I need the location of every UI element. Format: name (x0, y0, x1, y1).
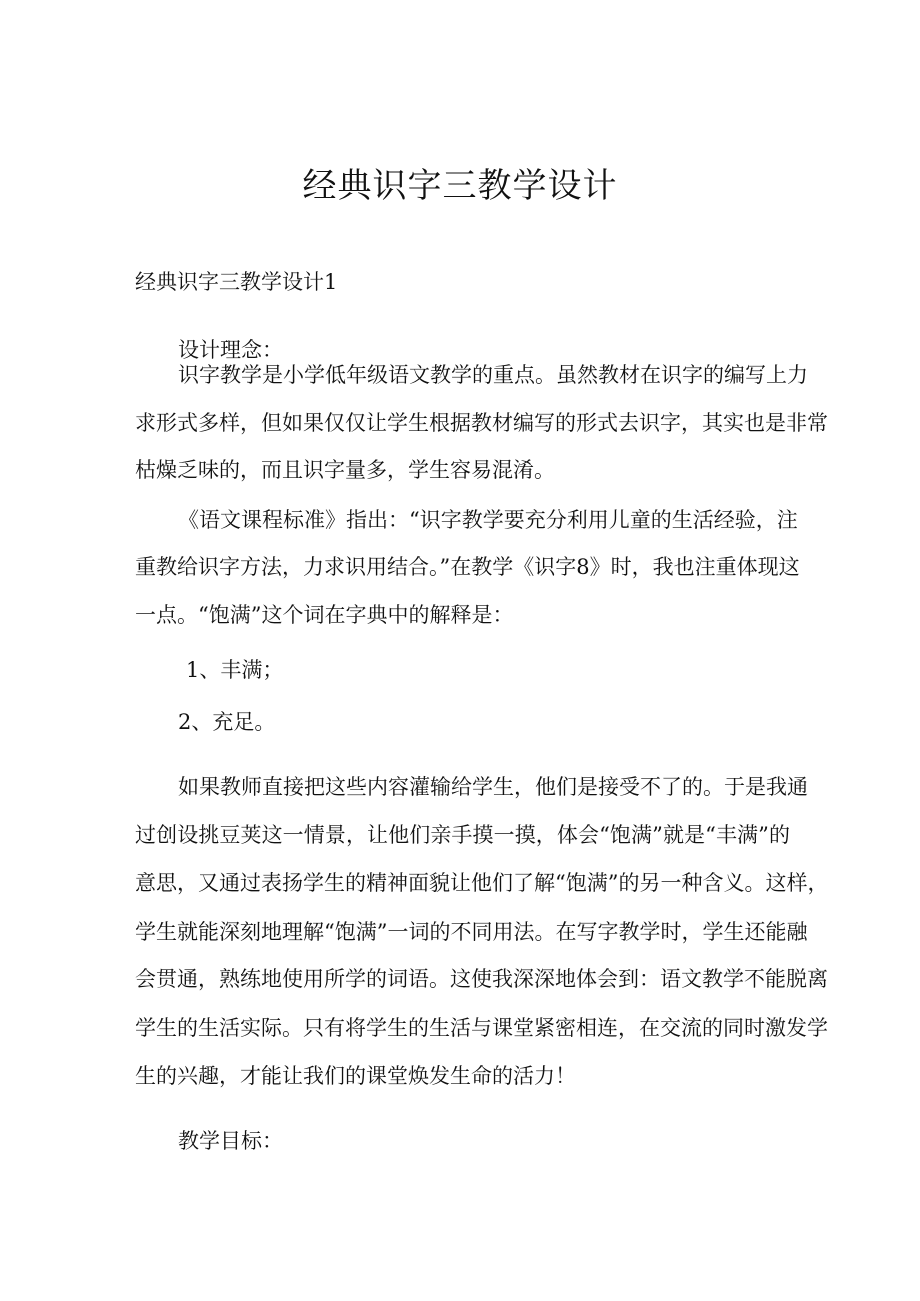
paragraph-line: 学生就能深刻地理解“饱满”一词的不同用法。在写字教学时，学生还能融 (135, 920, 808, 944)
document-title: 经典识字三教学设计 (302, 166, 618, 206)
paragraph-line: 过创设挑豆荚这一情景，让他们亲手摸一摸，体会“饱满”就是“丰满”的 (135, 823, 790, 847)
paragraph-line: 识字教学是小学低年级语文教学的重点。虽然教材在识字的编写上力 (178, 363, 808, 387)
paragraph-line: 意思，又通过表扬学生的精神面貌让他们了解“饱满”的另一种含义。这样， (135, 871, 829, 895)
paragraph-line: 学生的生活实际。只有将学生的生活与课堂紧密相连，在交流的同时激发学 (135, 1016, 828, 1040)
paragraph-line: 求形式多样，但如果仅仅让学生根据教材编写的形式去识字，其实也是非常 (135, 411, 828, 435)
paragraph-line: 枯燥乏味的，而且识字量多，学生容易混淆。 (135, 458, 555, 482)
paragraph-line: 会贯通，熟练地使用所学的词语。这使我深深地体会到：语文教学不能脱离 (135, 967, 828, 991)
concept-heading: 设计理念： (178, 338, 283, 362)
paragraph-line: 如果教师直接把这些内容灌输给学生，他们是接受不了的。于是我通 (178, 775, 808, 799)
section-heading: 经典识字三教学设计1 (135, 270, 338, 294)
paragraph-line: 一点。“饱满”这个词在字典中的解释是： (135, 603, 514, 627)
paragraph-line: 《语文课程标准》指出：“识字教学要充分利用儿童的生活经验，注 (178, 508, 798, 532)
paragraph-line: 重教给识字方法，力求识用结合。”在教学《识字8》时，我也注重体现这 (135, 555, 800, 579)
list-item: 1、丰满； (186, 658, 284, 682)
paragraph-line: 生的兴趣，才能让我们的课堂焕发生命的活力！ (135, 1064, 576, 1088)
goals-heading: 教学目标： (178, 1129, 283, 1153)
list-item: 2、充足。 (178, 710, 276, 734)
